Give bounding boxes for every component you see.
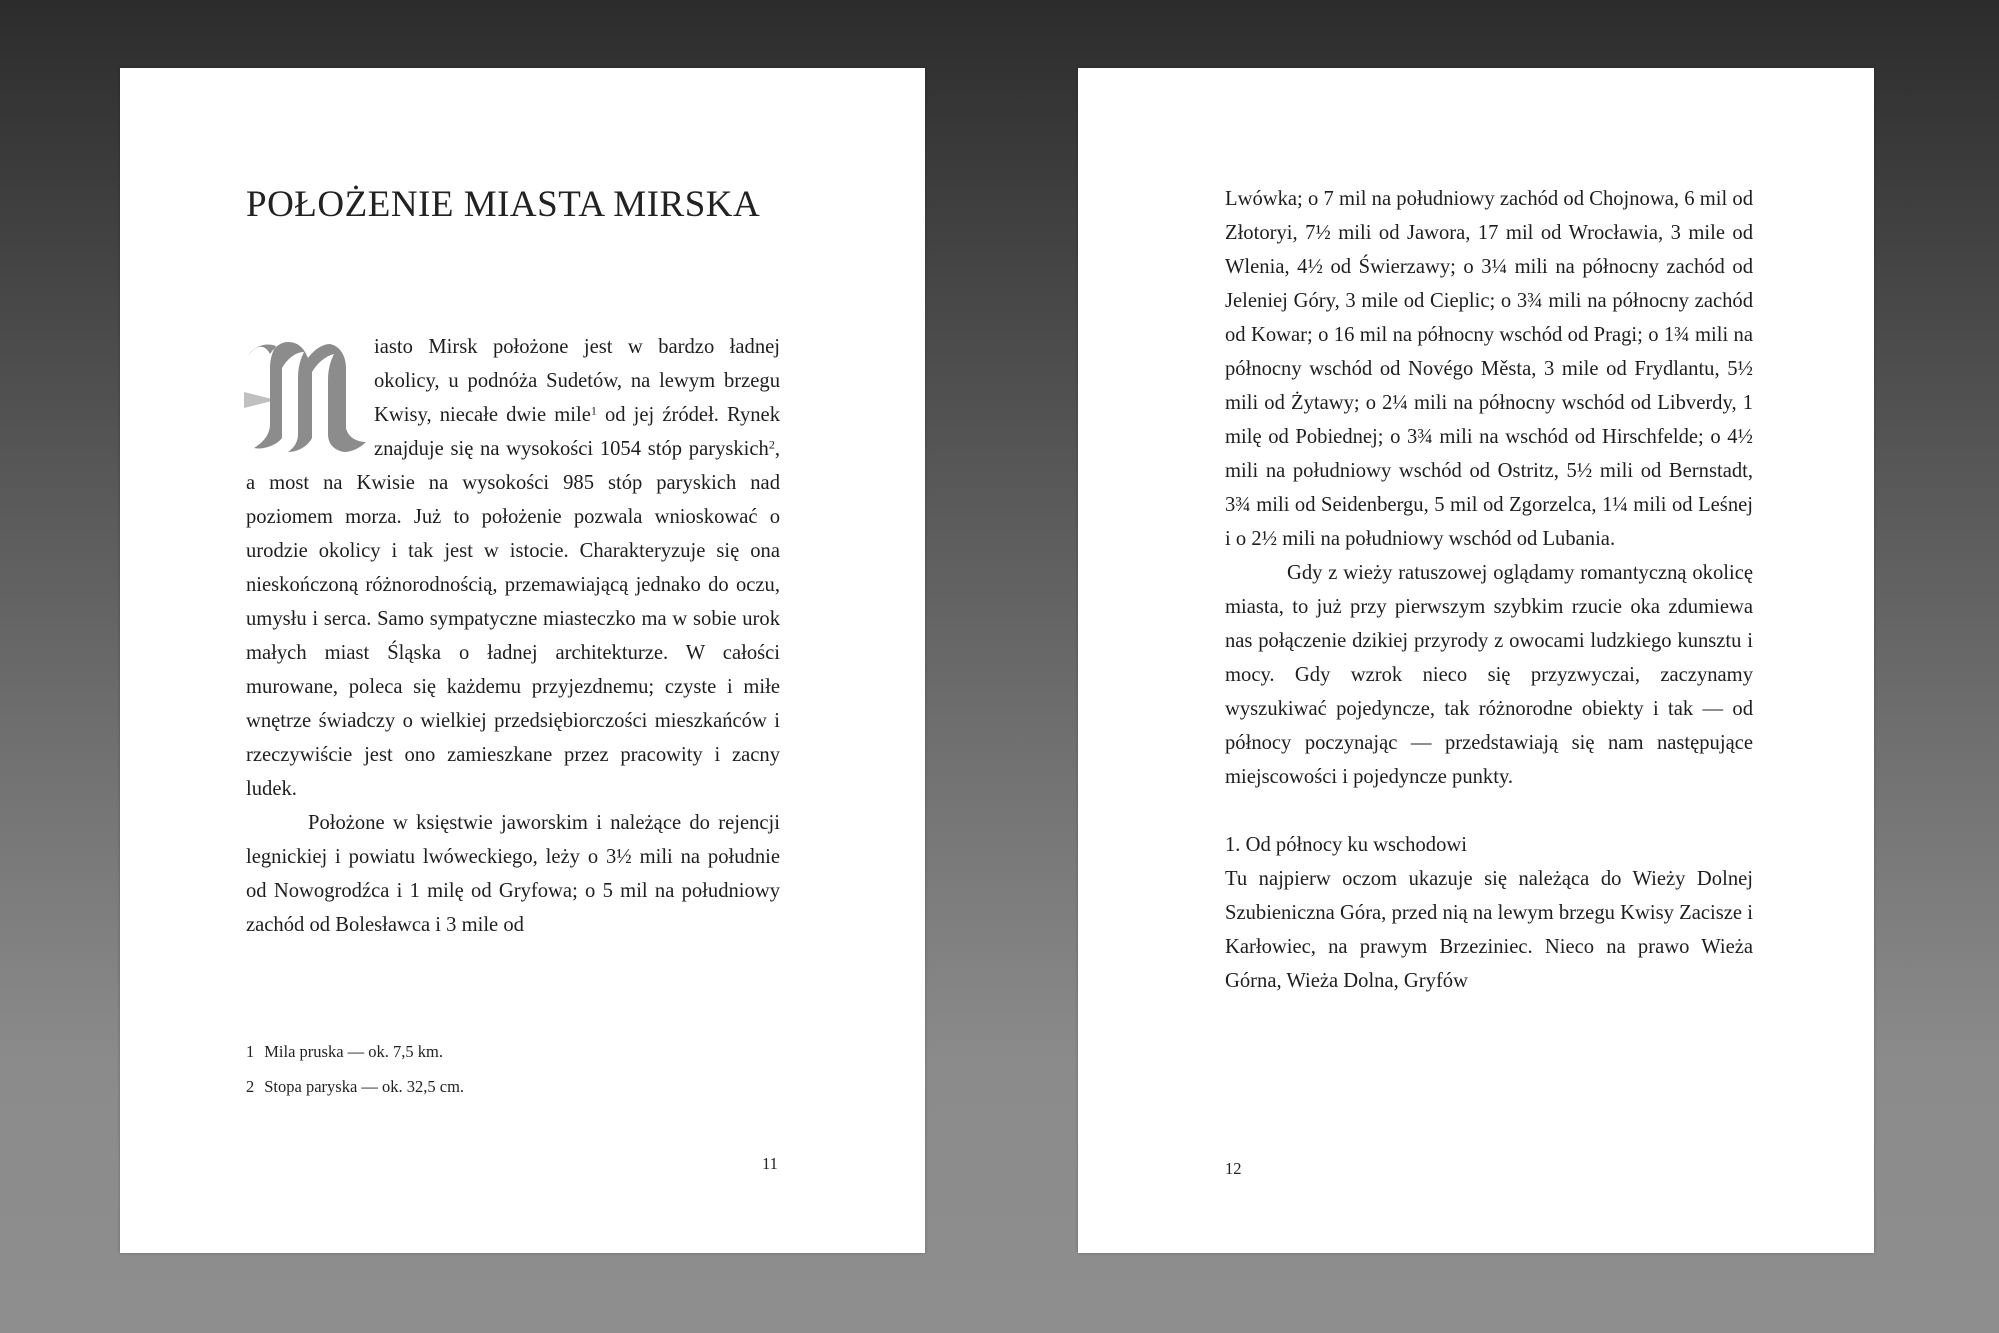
paragraph: Tu najpierw oczom ukazuje się należąca do Wieży Dolnej Szubieniczna Góra, przed nią na lewym brzegu Kwisy Zacisze i Karłowiec, na prawym Brzeziniec. Nieco na prawo Wieża Górna, Wieża Dolna, Gryfów	[1225, 868, 1753, 992]
paragraph: Położone w księstwie jaworskim i należące do rejencji legnickiej i powiatu lwóweckiego, leży o 3½ mili na południe od Nowogrodźca i 1 milę od Gryfowa; o 5 mil na południowy zachód od Bolesławca i 3 mile od	[246, 812, 780, 936]
footnote: 2 Stopa paryska — ok. 32,5 cm.	[246, 1077, 465, 1096]
page-number: 11	[762, 1154, 778, 1173]
chapter-title: POŁOŻENIE MIASTA MIRSKA	[246, 184, 761, 225]
paragraph: iasto Mirsk położone jest w bardzo ładnej okolicy, u podnóża Sudetów, na lewym brzegu Kwisy, niecałe dwie mile$^1$ od jej źródeł. Rynek znajduje się na wysokości 1054 stóp paryskich$^2$, a most na Kwisie na wysokości 985 stóp paryskich nad poziomem morza. Już to położenie pozwala wnioskować o urodzie okolicy i tak jest w istocie. Charakteryzuje się ona nieskończoną różnorodnością, przemawiającą jednako do oczu, umysłu i serca. Samo sympatyczne miasteczko ma w sobie urok małych miast Śląska o ładnej architekturze. W całości murowane, poleca się każdemu przyjezdnemu; czyste i miłe wnętrze świadczy o wielkiej przedsiębiorczości mieszkańców i rzeczywiście jest ono zamieszkane przez pracowity i zacny ludek.	[246, 330, 780, 806]
paragraph: Lwówka; o 7 mil na południowy zachód od Chojnowa, 6 mil od Złotoryi, 7½ mili od Jawora, 17 mil od Wrocławia, 3 mile od Wlenia, 4½ od Świerzawy; o 3¼ mili na północny zachód od Jeleniej Góry, 3 mile od Cieplic; o 3¾ mili na północny zachód od Kowar; o 16 mil na północny wschód od Pragi; o 1¾ mili na północny wschód od Novégo Města, 3 mile od Frydlantu, 5½ mili od Żytawy; o 2¼ mili na północny wschód od Libverdy, 1 milę od Pobiednej; o 3¾ mili na wschód od Hirschfelde; o 4½ mili na południowy wschód od Ostritz, 5½ mili od Bernstadt, 3¾ mili od Seidenbergu, 5 mil od Zgorzelca, 1¼ mili od Leśnej i o 2½ mili na południowy wschód od Lubania.	[1225, 188, 1753, 550]
right-body-text	[1225, 182, 1753, 998]
footnote-ref-2[interactable]: 2	[768, 437, 775, 452]
footnotes	[246, 1034, 780, 1104]
right-page	[1078, 68, 1874, 1253]
footnote-ref-1[interactable]: 1	[590, 403, 597, 418]
page-number: 12	[1225, 1159, 1242, 1178]
footnote: 1 Mila pruska — ok. 7,5 km.	[246, 1042, 443, 1061]
left-page	[120, 68, 925, 1253]
paragraph: Gdy z wieży ratuszowej oglądamy romantyczną okolicę miasta, to już przy pierwszym szybkim rzucie oka zdumiewa nas połączenie dzikiej przyrody z owocami ludzkiego kunsztu i mocy. Gdy wzrok nieco się przyzwyczai, zaczynamy wyszukiwać pojedyncze, tak różnorodne obiekty i tak — od północy poczynając — przedstawiają się nam następujące miejscowości i pojedyncze punkty.	[1225, 562, 1753, 788]
section-heading: 1. Od północy ku wschodowi	[1225, 834, 1467, 856]
left-body-text	[246, 330, 780, 942]
drop-cap-m	[242, 338, 370, 454]
